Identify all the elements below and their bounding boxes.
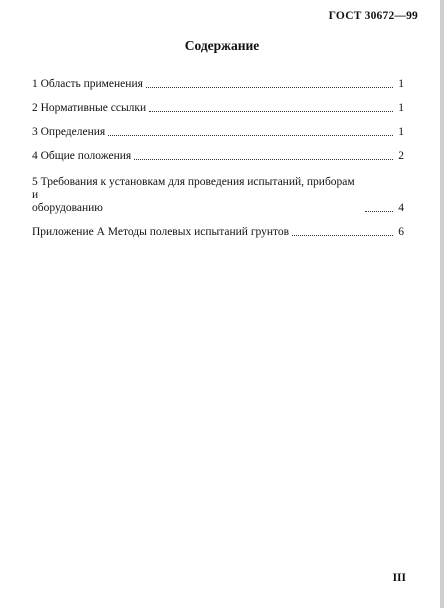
toc-entry-label: 1 Область применения [32,78,143,90]
toc-entry-scope[interactable] [32,78,404,91]
toc-entry-label: 2 Нормативные ссылки [32,102,147,114]
toc-entry-normative-refs[interactable] [32,102,404,115]
dot-leader [134,159,393,160]
toc-entry-page: 1 [398,78,404,90]
toc-entry-appendix-a[interactable] [32,226,404,239]
toc-entry-page: 6 [398,226,404,238]
toc-entry-label: Приложение А Методы полевых испытаний грунтов [32,226,290,238]
toc-entry-page: 4 [398,202,404,214]
toc-entry-page: 1 [398,126,404,138]
table-of-contents [32,78,404,249]
toc-entry-definitions[interactable] [32,126,404,139]
dot-leader [146,87,393,88]
toc-entry-label: 5 Требования к установкам для проведения испытаний, приборам и оборудованию [32,176,355,214]
toc-entry-page: 1 [398,102,404,114]
page-edge-shadow [440,0,444,608]
page-number: III [392,572,406,584]
toc-entry-label: 4 Общие положения [32,150,132,162]
dot-leader [365,211,393,212]
toc-entry-page: 2 [398,150,404,162]
dot-leader [292,235,393,236]
toc-entry-label: 3 Определения [32,126,106,138]
standard-code: ГОСТ 30672—99 [328,10,418,22]
toc-title: Содержание [184,38,260,53]
dot-leader [149,111,393,112]
dot-leader [108,135,393,136]
toc-entry-requirements[interactable] [32,176,404,215]
toc-entry-general[interactable] [32,150,404,163]
